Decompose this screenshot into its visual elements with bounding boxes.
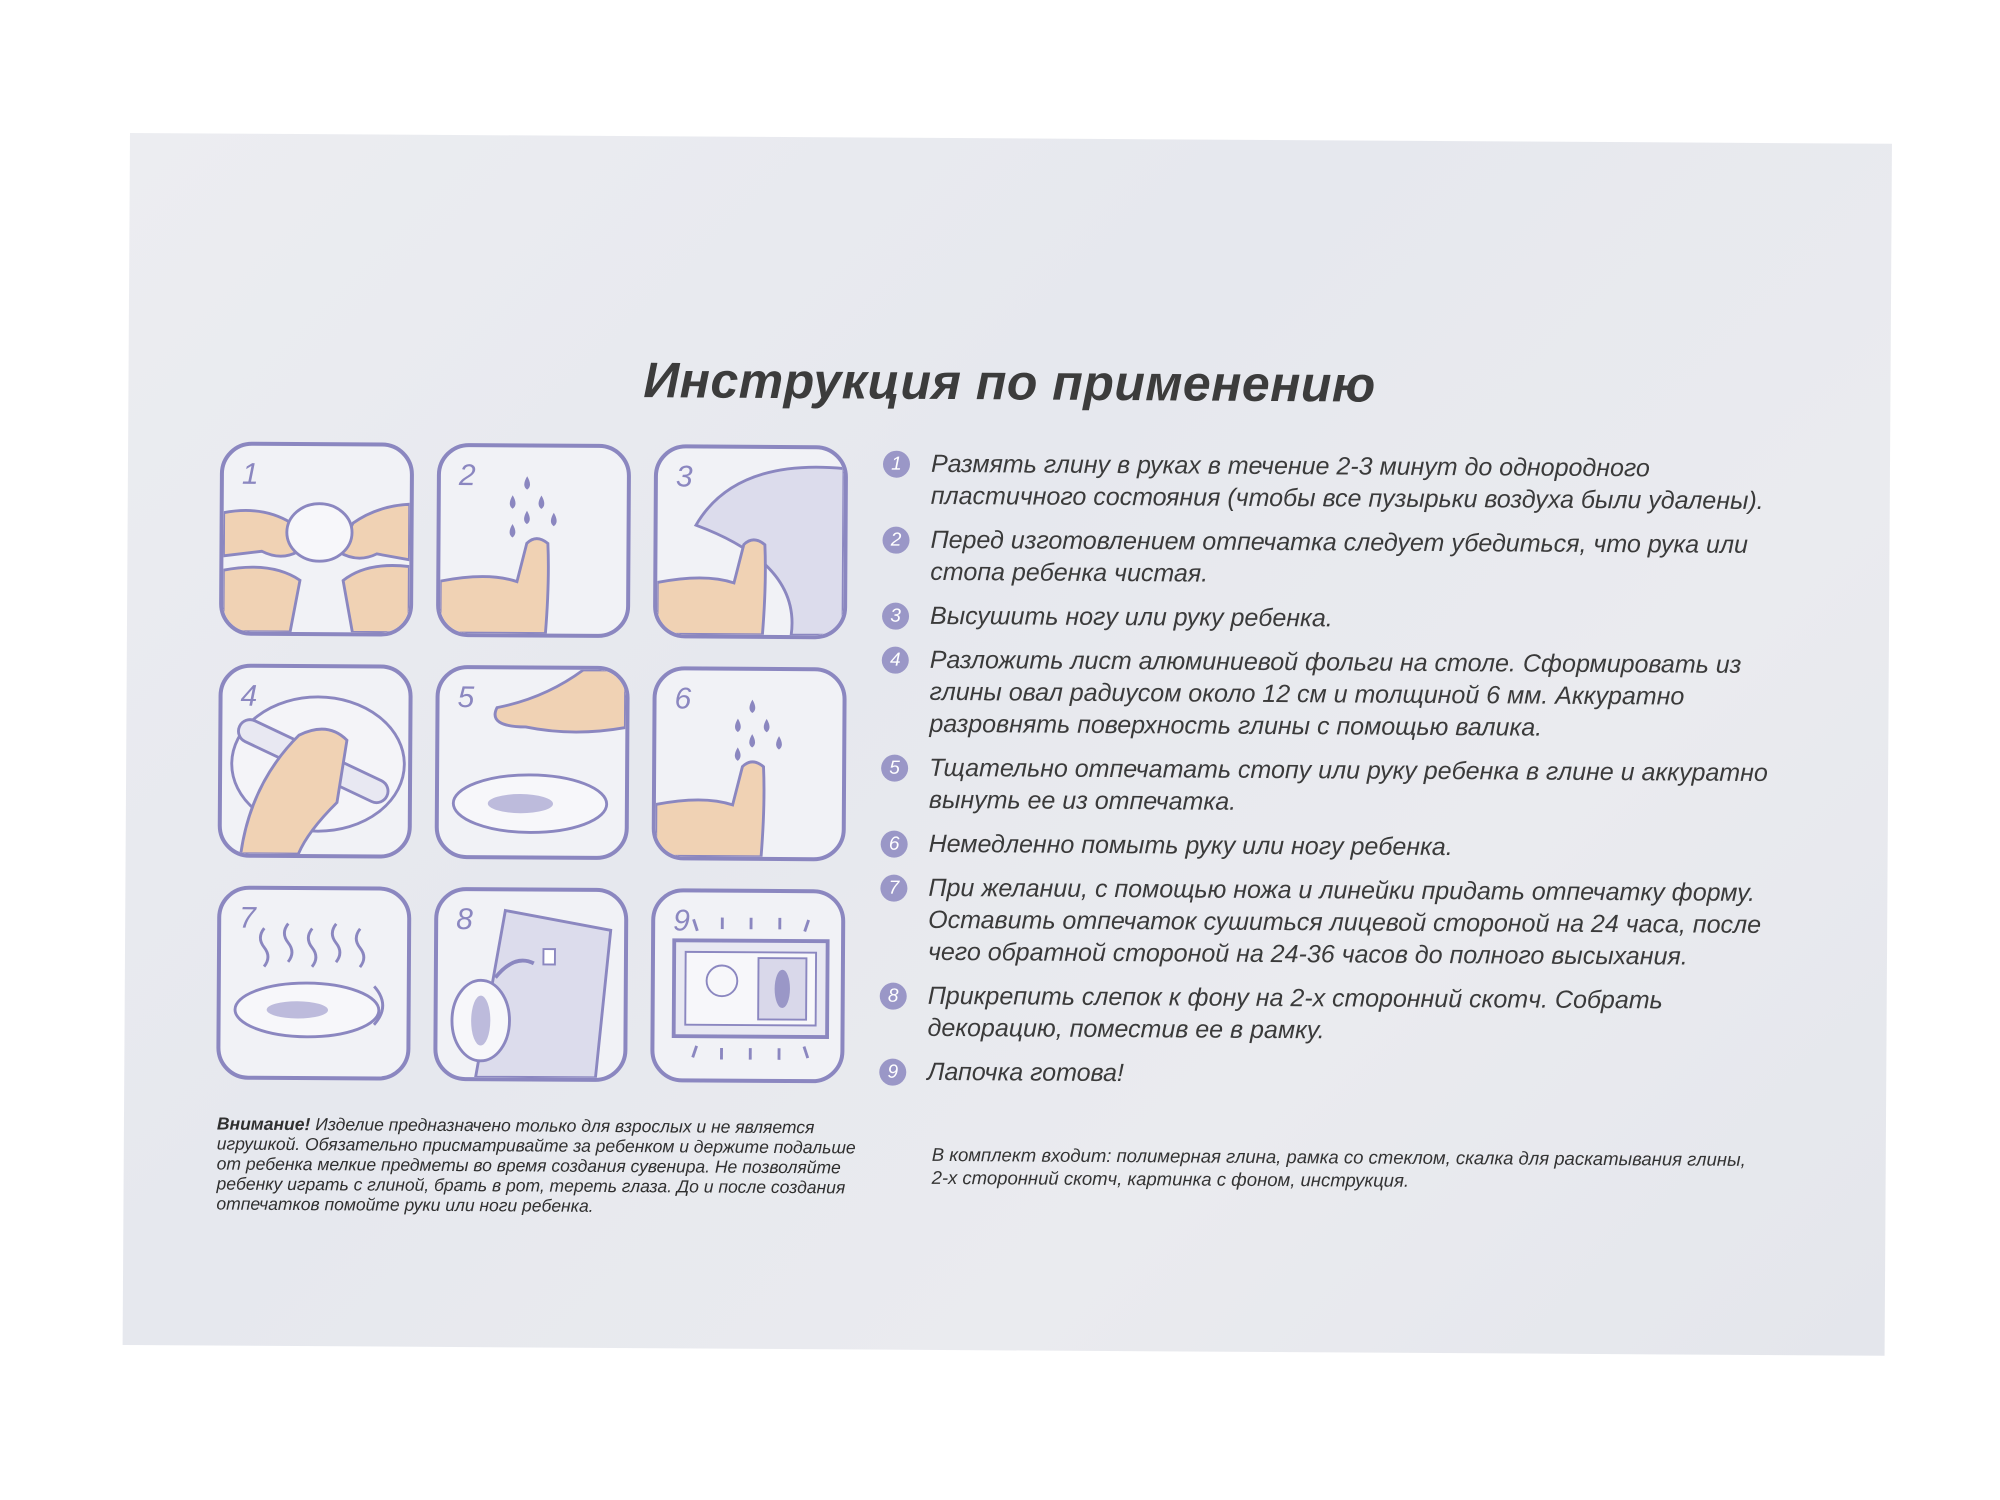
tile-number: 7: [239, 901, 256, 935]
tile-number: 8: [456, 903, 473, 937]
step-item: [879, 980, 1779, 1049]
step-number-badge: 7: [880, 875, 907, 902]
step-text: Тщательно отпечатать стопу или руку ребенка в глине и аккуратно вынуть ее из отпечатка.: [928, 753, 1768, 816]
tile-number: 1: [241, 457, 259, 491]
tile-number: 2: [458, 459, 476, 493]
tile-number: 3: [675, 460, 693, 494]
tile-number: 6: [674, 682, 692, 716]
step-text: Немедленно помыть руку или ногу ребенка.: [928, 829, 1453, 862]
tile-wash-again: [652, 666, 847, 861]
step-number-badge: 8: [880, 983, 907, 1010]
tile-framed-result: [650, 888, 845, 1083]
step-item: [880, 872, 1781, 973]
step-item: [879, 1056, 1779, 1093]
tile-press-footprint: [435, 665, 630, 860]
warning-note: [216, 1114, 857, 1218]
warning-label: Внимание!: [216, 1113, 311, 1135]
step-number-badge: 5: [881, 755, 908, 782]
step-text: Лапочка готова!: [927, 1057, 1125, 1088]
page-title: Инструкция по применению: [643, 352, 1376, 413]
tile-knead-clay: [219, 442, 414, 637]
steps-list: [879, 448, 1783, 1105]
step-number-badge: 1: [883, 451, 910, 478]
tile-dry-print: [216, 886, 411, 1081]
tile-number: 4: [240, 679, 258, 713]
step-number-badge: 3: [882, 603, 909, 630]
step-item: [883, 448, 1783, 517]
step-text: При желании, с помощью ножа и линейки придать отпечатку форму. Оставить отпечаток сушиться лицевой стороной на 24 часа, после чего обратной стороной на 24-36 часов до полного высыхания.: [927, 873, 1762, 971]
step-text: Перед изготовлением отпечатка следует убедиться, что рука или стопа ребенка чистая.: [930, 525, 1749, 588]
step-number-badge: 9: [879, 1059, 906, 1086]
step-number-badge: 4: [882, 647, 909, 674]
warning-text: Изделие предназначено только для взрослых и не является игрушкой. Обязательно присматривайте за ребенком и держите подальше от ребенка мелкие предметы во время создания сувенира. Не позволяйте ребенку играть с глиной, брать в рот, тереть глаза. До и после создания отпечатков помойте руки или ноги ребенка.: [216, 1114, 856, 1216]
step-item: [881, 828, 1781, 865]
step-number-badge: 2: [882, 527, 909, 554]
tile-dry-foot: [653, 444, 848, 639]
tile-number: 9: [673, 904, 690, 938]
tile-number: 5: [457, 681, 475, 715]
step-item: [882, 524, 1782, 593]
step-number-badge: 6: [881, 831, 908, 858]
step-text: Размять глину в руках в течение 2-3 минут до однородного пластичного состояния (чтобы все пузырьки воздуха были удалены).: [930, 449, 1764, 515]
tile-roll-clay: [218, 664, 413, 859]
tile-attach-backing: [433, 887, 628, 1082]
step-text: Прикрепить слепок к фону на 2-х сторонний скотч. Собрать декорацию, поместив ее в рамку.: [927, 981, 1663, 1045]
kit-contents: В комплект входит: полимерная глина, рамка со стеклом, скалка для раскатывания глины, 2-х сторонний скотч, картинка с фоном, инструкция.: [931, 1143, 1746, 1191]
instruction-sheet: [123, 133, 1892, 1356]
step-item: [881, 752, 1781, 821]
tile-wash-foot: [436, 443, 631, 638]
step-item: [882, 600, 1782, 637]
step-text: Высушить ногу или руку ребенка.: [929, 601, 1333, 633]
step-text: Разложить лист алюминиевой фольги на столе. Сформировать из глины овал радиусом около 12 см и толщиной 6 мм. Аккуратно разровнять поверхность глины с помощью валика.: [929, 645, 1742, 742]
step-item: [881, 644, 1782, 745]
